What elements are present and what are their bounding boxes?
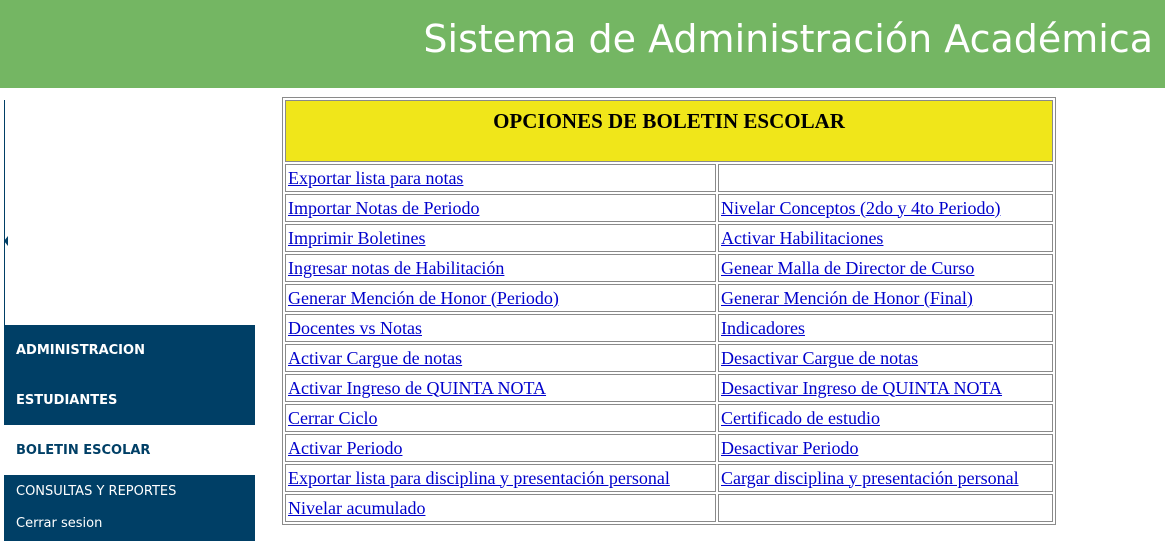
options-cell — [718, 434, 1053, 462]
options-cell — [285, 164, 716, 192]
app-title: Sistema de Administración Académica — [423, 17, 1153, 61]
options-title: OPCIONES DE BOLETIN ESCOLAR — [285, 100, 1053, 162]
options-row — [285, 464, 1053, 492]
options-row — [285, 374, 1053, 402]
option-link[interactable]: Genear Malla de Director de Curso — [721, 257, 975, 278]
sidebar-border — [4, 100, 5, 325]
options-row — [285, 194, 1053, 222]
option-link[interactable]: Cargar disciplina y presentación personal — [721, 467, 1019, 488]
option-link[interactable]: Certificado de estudio — [721, 407, 880, 428]
options-cell — [285, 374, 716, 402]
options-row — [285, 344, 1053, 372]
sidebar-item-consultas-reportes[interactable]: CONSULTAS Y REPORTES — [16, 484, 177, 499]
option-link[interactable]: Indicadores — [721, 317, 805, 338]
options-header-row — [285, 100, 1053, 162]
options-cell — [285, 314, 716, 342]
sidebar-item-cerrar-sesion[interactable]: Cerrar sesion — [16, 516, 103, 531]
sidebar-item-estudiantes[interactable]: ESTUDIANTES — [16, 393, 118, 408]
options-row — [285, 164, 1053, 192]
options-cell — [285, 284, 716, 312]
options-cell — [718, 254, 1053, 282]
options-cell — [718, 284, 1053, 312]
options-cell — [718, 344, 1053, 372]
sidebar-menu — [4, 325, 255, 541]
sidebar-item-boletin-escolar[interactable]: BOLETIN ESCOLAR — [4, 425, 255, 475]
options-cell — [718, 374, 1053, 402]
options-cell — [718, 194, 1053, 222]
options-cell — [285, 494, 716, 522]
option-link[interactable]: Activar Habilitaciones — [721, 227, 884, 248]
options-row — [285, 404, 1053, 432]
option-link[interactable]: Exportar lista para notas — [288, 167, 464, 188]
options-cell — [285, 344, 716, 372]
options-cell — [285, 194, 716, 222]
options-row — [285, 254, 1053, 282]
options-cell — [285, 464, 716, 492]
option-link[interactable]: Desactivar Periodo — [721, 437, 859, 458]
options-row — [285, 284, 1053, 312]
options-row — [285, 224, 1053, 252]
options-row — [285, 494, 1053, 522]
options-cell — [718, 494, 1053, 522]
option-link[interactable]: Desactivar Cargue de notas — [721, 347, 919, 368]
options-row — [285, 314, 1053, 342]
option-link[interactable]: Docentes vs Notas — [288, 317, 422, 338]
options-cell — [718, 404, 1053, 432]
option-link[interactable]: Activar Ingreso de QUINTA NOTA — [288, 377, 547, 398]
options-table — [282, 97, 1056, 525]
options-cell — [718, 464, 1053, 492]
option-link[interactable]: Importar Notas de Periodo — [288, 197, 480, 218]
option-link[interactable]: Generar Mención de Honor (Periodo) — [288, 287, 559, 308]
option-link[interactable]: Generar Mención de Honor (Final) — [721, 287, 973, 308]
collapse-arrow-icon[interactable] — [4, 236, 8, 246]
option-link[interactable]: Activar Cargue de notas — [288, 347, 463, 368]
option-link[interactable]: Ingresar notas de Habilitación — [288, 257, 505, 278]
options-cell — [285, 404, 716, 432]
options-row — [285, 434, 1053, 462]
option-link[interactable]: Nivelar acumulado — [288, 497, 426, 518]
option-link[interactable]: Cerrar Ciclo — [288, 407, 378, 428]
header-bar — [0, 0, 1165, 88]
sidebar-item-administracion[interactable]: ADMINISTRACION — [16, 343, 145, 358]
options-cell — [285, 224, 716, 252]
options-cell — [718, 224, 1053, 252]
options-cell — [285, 254, 716, 282]
option-link[interactable]: Nivelar Conceptos (2do y 4to Periodo) — [721, 197, 1001, 218]
options-cell — [718, 164, 1053, 192]
options-cell — [285, 434, 716, 462]
option-link[interactable]: Activar Periodo — [288, 437, 403, 458]
option-link[interactable]: Exportar lista para disciplina y presentación personal — [288, 467, 670, 488]
option-link[interactable]: Imprimir Boletines — [288, 227, 426, 248]
options-cell — [718, 314, 1053, 342]
option-link[interactable]: Desactivar Ingreso de QUINTA NOTA — [721, 377, 1003, 398]
